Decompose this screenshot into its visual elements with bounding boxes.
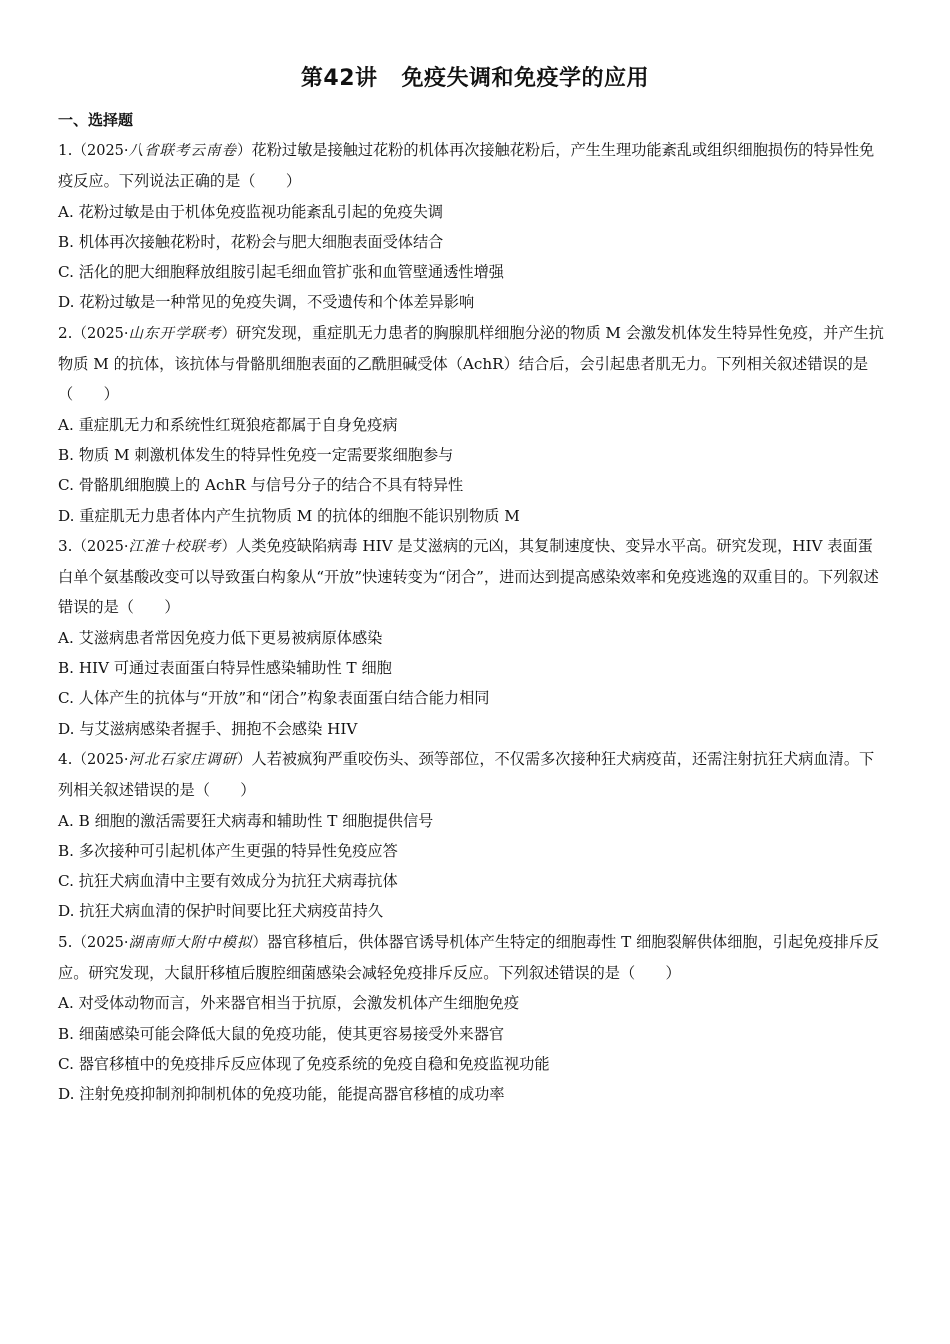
question-source: （2025·河北石家庄调研） bbox=[72, 751, 252, 768]
question-5 bbox=[58, 927, 888, 1110]
option-d: D. 重症肌无力患者体内产生抗物质 M 的抗体的细胞不能识别物质 M bbox=[58, 506, 520, 525]
option-c: C. 骨骼肌细胞膜上的 AchR 与信号分子的结合不具有特异性 bbox=[58, 476, 464, 495]
option-b: B. 机体再次接触花粉时，花粉会与肥大细胞表面受体结合 bbox=[58, 232, 444, 251]
option-a: A. 花粉过敏是由于机体免疫监视功能紊乱引起的免疫失调 bbox=[58, 202, 444, 221]
stem-text: 器官移植后，供体器官诱导机体产生特定的细胞毒性 T 细胞裂解供体细胞，引起免疫排斥反应。研究发现，大鼠肝移植后腹腔细菌感染会减轻免疫排斥反应。下列叙述错误的是（ ） bbox=[58, 932, 880, 983]
question-2 bbox=[58, 318, 888, 531]
option-c: C. 人体产生的抗体与“开放”和“闭合”构象表面蛋白结合能力相同 bbox=[58, 689, 490, 708]
option-a: A. 艾滋病患者常因免疫力低下更易被病原体感染 bbox=[58, 628, 383, 647]
question-1 bbox=[58, 135, 888, 318]
stem-text: 花粉过敏是接触过花粉的机体再次接触花粉后，产生生理功能紊乱或组织细胞损伤的特异性免疫反应。下列说法正确的是（ ） bbox=[58, 141, 875, 191]
source-name: 山东开学联考 bbox=[128, 325, 222, 342]
option-a: A. 对受体动物而言，外来器官相当于抗原，会激发机体产生细胞免疫 bbox=[58, 994, 520, 1013]
option-b: B. 物质 M 刺激机体发生的特异性免疫一定需要浆细胞参与 bbox=[58, 445, 454, 464]
option-b: B. HIV 可通过表面蛋白特异性感染辅助性 T 细胞 bbox=[58, 659, 392, 678]
source-name: 湖南师大附中模拟 bbox=[128, 934, 253, 951]
option-c: C. 活化的肥大细胞释放组胺引起毛细血管扩张和血管壁通透性增强 bbox=[58, 263, 504, 282]
question-number: 4. bbox=[58, 749, 73, 768]
option-c: C. 器官移植中的免疫排斥反应体现了免疫系统的免疫自稳和免疫监视功能 bbox=[58, 1054, 550, 1073]
question-stem bbox=[58, 927, 888, 989]
option-b: B. 多次接种可引起机体产生更强的特异性免疫应答 bbox=[58, 841, 398, 860]
question-source: （2025·八省联考云南卷） bbox=[72, 143, 252, 159]
question-number: 3. bbox=[58, 536, 73, 555]
lecture-number: 第42讲 bbox=[300, 66, 378, 91]
option-b: B. 细菌感染可能会降低大鼠的免疫功能，使其更容易接受外来器官 bbox=[58, 1024, 505, 1043]
option-c: C. 抗狂犬病血清中主要有效成分为抗狂犬病毒抗体 bbox=[58, 872, 398, 891]
stem-text: 人若被疯狗严重咬伤头、颈等部位，不仅需多次接种狂犬病疫苗，还需注射抗狂犬病血清。下列相关叙述错误的是（ ） bbox=[58, 749, 875, 800]
question-source: （2025·山东开学联考） bbox=[72, 325, 237, 342]
page-title bbox=[0, 62, 950, 96]
source-name: 江淮十校联考 bbox=[128, 538, 222, 555]
question-number: 2. bbox=[58, 323, 73, 342]
question-stem bbox=[58, 744, 888, 806]
stem-text: 研究发现，重症肌无力患者的胸腺肌样细胞分泌的物质 M 会激发机体发生特异性免疫，并产生抗物质 M 的抗体，该抗体与骨骼肌细胞表面的乙酰胆碱受体（AchR）结合后，会引起患者肌无力。下列相关叙述错误的是（ ） bbox=[58, 323, 884, 404]
question-4 bbox=[58, 744, 888, 927]
source-name: 八省联考云南卷 bbox=[128, 143, 238, 159]
question-stem bbox=[58, 318, 888, 410]
question-stem bbox=[58, 531, 888, 623]
option-d: D. 抗狂犬病血清的保护时间要比狂犬病疫苗持久 bbox=[58, 902, 384, 921]
question-number: 1. bbox=[58, 141, 73, 159]
question-list bbox=[58, 135, 888, 1110]
section-heading: 一、选择题 bbox=[58, 111, 134, 129]
option-a: A. 重症肌无力和系统性红斑狼疮都属于自身免疫病 bbox=[58, 415, 398, 434]
source-name: 河北石家庄调研 bbox=[128, 751, 238, 768]
question-number: 5. bbox=[58, 932, 73, 951]
option-d: D. 与艾滋病感染者握手、拥抱不会感染 HIV bbox=[58, 719, 358, 738]
option-d: D. 注射免疫抑制剂抑制机体的免疫功能，能提高器官移植的成功率 bbox=[58, 1085, 505, 1104]
question-3 bbox=[58, 531, 888, 744]
question-source: （2025·湖南师大附中模拟） bbox=[72, 934, 268, 951]
question-source: （2025·江淮十校联考） bbox=[72, 538, 237, 555]
question-stem bbox=[58, 135, 888, 197]
lecture-topic: 免疫失调和免疫学的应用 bbox=[401, 66, 650, 91]
stem-text: 人类免疫缺陷病毒 HIV 是艾滋病的元凶，其复制速度快、变异水平高。研究发现，HIV 表面蛋白单个氨基酸改变可以导致蛋白构象从“开放”快速转变为“闭合”，进而达到提高感染效率和免疫逃逸的双重目的。下列叙述错误的是（ ） bbox=[58, 536, 879, 617]
option-d: D. 花粉过敏是一种常见的免疫失调，不受遗传和个体差异影响 bbox=[58, 293, 475, 312]
option-a: A. B 细胞的激活需要狂犬病毒和辅助性 T 细胞提供信号 bbox=[58, 811, 434, 830]
